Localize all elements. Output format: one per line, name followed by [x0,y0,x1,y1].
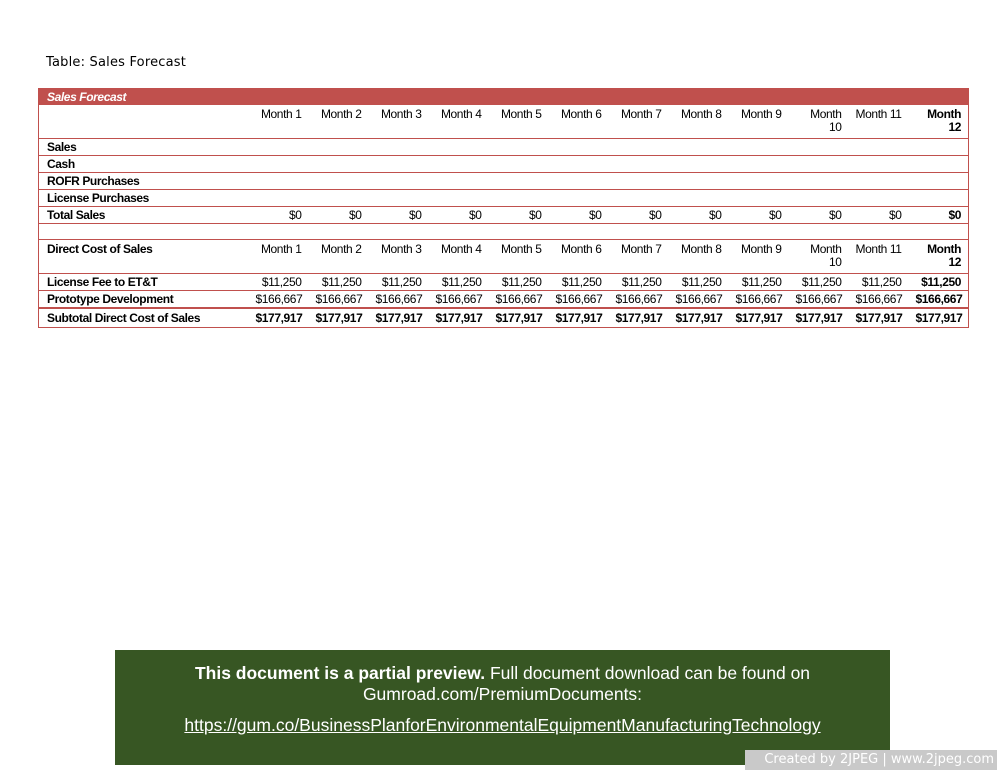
month-header: Month 12 [909,105,969,139]
row-value [249,156,309,173]
row-value [789,156,849,173]
row-value [789,190,849,207]
row-value [729,190,789,207]
row-value [249,173,309,190]
spacer-cell [39,224,969,240]
month-header: Month 3 [369,240,429,274]
row-value: $177,917 [429,308,489,328]
row-label: Subtotal Direct Cost of Sales [39,308,249,328]
row-value: $0 [429,207,489,224]
row-value: $177,917 [669,308,729,328]
row-value: $0 [909,207,969,224]
row-label: Sales [39,139,249,156]
row-value [369,190,429,207]
row-label: Total Sales [39,207,249,224]
month-header: Month 9 [729,240,789,274]
row-value: $0 [729,207,789,224]
month-header: Month 9 [729,105,789,139]
row-value [429,173,489,190]
row-value [429,190,489,207]
row-value [549,139,609,156]
row-value [369,173,429,190]
row-value: $166,667 [789,291,849,309]
month-header: Month 6 [549,105,609,139]
month-header: Month 4 [429,240,489,274]
row-value: $166,667 [369,291,429,309]
month-header: Month 11 [849,240,909,274]
row-value: $0 [369,207,429,224]
month-header: Month 7 [609,105,669,139]
table-row [39,173,969,190]
row-value: $177,917 [909,308,969,328]
row-value: $166,667 [849,291,909,309]
row-value [609,139,669,156]
table-row [39,139,969,156]
month-header: Month 1 [249,105,309,139]
row-label: License Fee to ET&T [39,274,249,291]
row-value: $0 [489,207,549,224]
row-value [429,156,489,173]
row-value: $11,250 [849,274,909,291]
row-label: Cash [39,156,249,173]
month-header: Month 10 [789,240,849,274]
row-value: $166,667 [909,291,969,309]
row-value [729,156,789,173]
row-value [789,139,849,156]
month-header: Month 1 [249,240,309,274]
row-value: $166,667 [489,291,549,309]
row-value [849,139,909,156]
month-header: Month 7 [609,240,669,274]
row-value: $177,917 [309,308,369,328]
row-value: $0 [609,207,669,224]
row-value: $177,917 [729,308,789,328]
row-value [489,156,549,173]
preview-line2: Gumroad.com/PremiumDocuments: [362,684,643,704]
row-value: $11,250 [789,274,849,291]
row-label: License Purchases [39,190,249,207]
preview-text [115,663,890,705]
row-value [909,190,969,207]
month-header: Month 4 [429,105,489,139]
row-value [909,139,969,156]
watermark: Created by 2JPEG | www.2jpeg.com [745,750,997,770]
table-row [39,207,969,224]
preview-bold-text: This document is a partial preview. [194,663,486,683]
row-value [849,173,909,190]
row-value: $11,250 [249,274,309,291]
table-row [39,190,969,207]
row-value [729,139,789,156]
table-caption: Table: Sales Forecast [46,55,187,70]
month-header: Month 10 [789,105,849,139]
row-value: $11,250 [369,274,429,291]
month-header: Month 2 [309,240,369,274]
row-value [549,173,609,190]
partial-preview-banner [115,650,890,765]
table-row [39,308,969,328]
row-value: $166,667 [729,291,789,309]
row-value: $166,667 [549,291,609,309]
row-label: Prototype Development [39,291,249,309]
row-value [669,139,729,156]
month-header: Month 12 [909,240,969,274]
row-value: $11,250 [729,274,789,291]
preview-rest-text: Full document download can be found on [485,663,811,683]
row-value: $11,250 [909,274,969,291]
row-value [549,156,609,173]
table-title-row [39,89,969,106]
row-value [309,139,369,156]
row-value: $177,917 [789,308,849,328]
row-value [249,190,309,207]
row-value: $177,917 [369,308,429,328]
row-value [429,139,489,156]
month-header: Month 8 [669,105,729,139]
spacer-row [39,224,969,240]
row-value [369,139,429,156]
month-header: Month 11 [849,105,909,139]
row-value: $0 [249,207,309,224]
row-value [609,156,669,173]
direct-cost-header: Direct Cost of Sales [39,240,249,274]
row-value: $11,250 [609,274,669,291]
row-value: $166,667 [669,291,729,309]
row-value: $0 [669,207,729,224]
row-value [669,190,729,207]
row-value [309,173,369,190]
row-value: $11,250 [489,274,549,291]
row-value [669,156,729,173]
row-value: $11,250 [549,274,609,291]
row-value: $166,667 [429,291,489,309]
month-header-row [39,240,969,274]
row-value [489,190,549,207]
month-header: Month 5 [489,240,549,274]
month-header: Month 6 [549,240,609,274]
row-value: $166,667 [249,291,309,309]
table-row [39,156,969,173]
row-value: $0 [549,207,609,224]
download-link[interactable]: https://gum.co/BusinessPlanforEnvironmentalEquipmentManufacturingTechnology [184,715,821,735]
row-value: $0 [789,207,849,224]
row-value [669,173,729,190]
row-value [609,173,669,190]
row-value: $11,250 [429,274,489,291]
table-title: Sales Forecast [39,89,969,106]
row-label: ROFR Purchases [39,173,249,190]
row-value [909,173,969,190]
row-value: $11,250 [309,274,369,291]
month-header: Month 8 [669,240,729,274]
row-value [549,190,609,207]
row-value [609,190,669,207]
table-row [39,274,969,291]
row-value [789,173,849,190]
row-value [369,156,429,173]
row-value [849,156,909,173]
month-header: Month 5 [489,105,549,139]
header-spacer [39,105,249,139]
row-value: $177,917 [489,308,549,328]
row-value [849,190,909,207]
row-value: $177,917 [549,308,609,328]
row-value [729,173,789,190]
month-header: Month 2 [309,105,369,139]
row-value: $177,917 [849,308,909,328]
row-value: $177,917 [249,308,309,328]
row-value: $177,917 [609,308,669,328]
row-value [909,156,969,173]
row-value [489,139,549,156]
row-value: $0 [309,207,369,224]
row-value: $166,667 [309,291,369,309]
row-value [249,139,309,156]
row-value [309,190,369,207]
row-value: $166,667 [609,291,669,309]
row-value: $0 [849,207,909,224]
sales-forecast-table [38,88,969,328]
table-row [39,291,969,309]
row-value: $11,250 [669,274,729,291]
row-value [309,156,369,173]
row-value [489,173,549,190]
month-header-row [39,105,969,139]
month-header: Month 3 [369,105,429,139]
